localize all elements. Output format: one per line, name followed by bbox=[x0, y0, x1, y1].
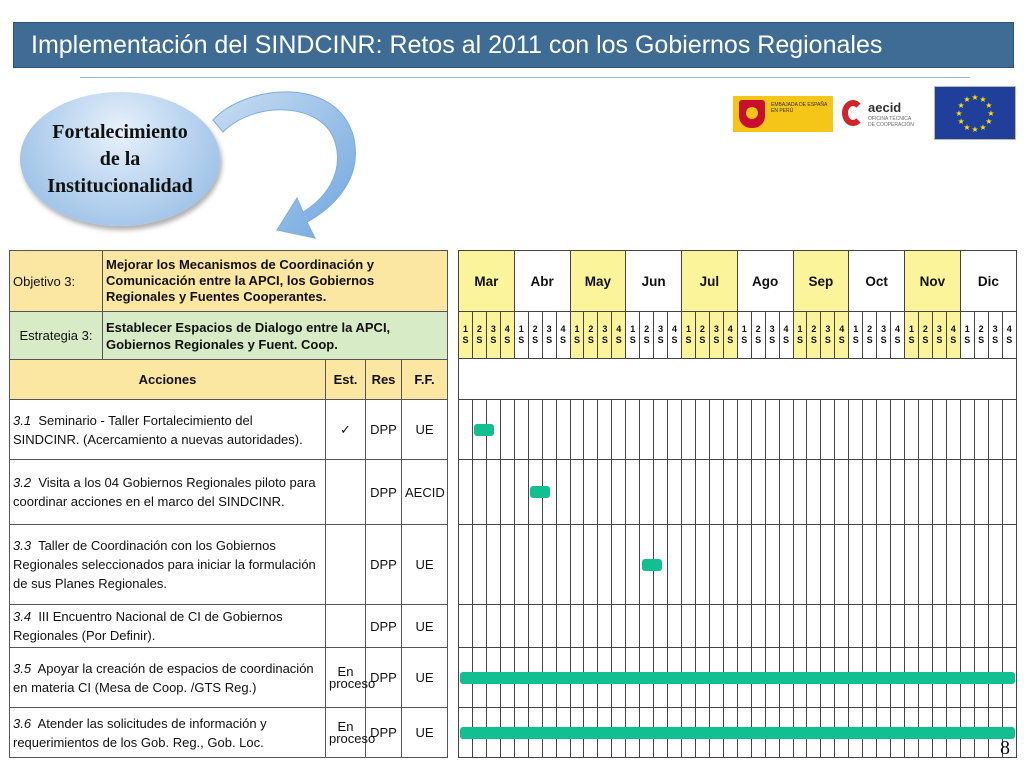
gantt-cell bbox=[695, 460, 709, 525]
aecid-logo bbox=[840, 96, 914, 132]
month-header: Ago bbox=[737, 251, 793, 312]
week-label: 2 S bbox=[584, 312, 598, 359]
gantt-cell bbox=[946, 605, 960, 648]
gantt-cell bbox=[932, 605, 946, 648]
gantt-cell bbox=[570, 460, 584, 525]
res-value: DPP bbox=[366, 605, 402, 648]
gantt-cell bbox=[974, 460, 988, 525]
week-label: 2 S bbox=[918, 312, 932, 359]
gantt-cell bbox=[459, 525, 473, 605]
gantt-cell bbox=[584, 605, 598, 648]
gantt-cell bbox=[932, 460, 946, 525]
month-header: Nov bbox=[905, 251, 961, 312]
gantt-cell bbox=[835, 400, 849, 460]
gantt-cell bbox=[988, 460, 1002, 525]
title-divider bbox=[80, 77, 970, 78]
gantt-cell bbox=[556, 605, 570, 648]
week-label: 2 S bbox=[751, 312, 765, 359]
res-value: DPP bbox=[366, 460, 402, 525]
gantt-cell bbox=[472, 605, 486, 648]
table-row bbox=[10, 525, 448, 605]
gantt-cell bbox=[682, 605, 696, 648]
gantt-cell bbox=[472, 460, 486, 525]
week-label: 2 S bbox=[640, 312, 654, 359]
action-number: 3.1 bbox=[13, 412, 32, 428]
action-text: III Encuentro Nacional de CI de Gobiernos Regionales (Por Definir). bbox=[13, 609, 283, 643]
gantt-cell bbox=[946, 460, 960, 525]
gantt-cell bbox=[807, 525, 821, 605]
gantt-cell bbox=[932, 525, 946, 605]
gantt-cell bbox=[682, 460, 696, 525]
gantt-cell bbox=[779, 605, 793, 648]
eu-star-icon: ★ bbox=[979, 95, 987, 105]
gantt-cell bbox=[988, 400, 1002, 460]
gantt-cell bbox=[486, 460, 500, 525]
week-label: 4 S bbox=[612, 312, 626, 359]
gantt-cell bbox=[960, 400, 974, 460]
gantt-cell bbox=[974, 605, 988, 648]
gantt-row bbox=[459, 400, 1017, 460]
gantt-cell bbox=[723, 605, 737, 648]
actions-header: Acciones bbox=[10, 360, 326, 400]
week-label: 2 S bbox=[863, 312, 877, 359]
table-row bbox=[10, 605, 448, 648]
aecid-subtitle: OFICINA TÉCNICA DE COOPERACIÓN bbox=[868, 116, 914, 128]
page-number: 8 bbox=[1000, 737, 1010, 759]
circle-line-3: Institucionalidad bbox=[47, 174, 193, 197]
gantt-cell bbox=[946, 400, 960, 460]
gantt-cell bbox=[863, 525, 877, 605]
week-label: 4 S bbox=[556, 312, 570, 359]
gantt-cell bbox=[779, 525, 793, 605]
ff-value: UE bbox=[402, 400, 448, 460]
week-label: 4 S bbox=[668, 312, 682, 359]
gantt-cell bbox=[1002, 525, 1016, 605]
week-label: 1 S bbox=[514, 312, 528, 359]
month-header: Abr bbox=[514, 251, 570, 312]
gantt-row bbox=[459, 605, 1017, 648]
week-label: 3 S bbox=[932, 312, 946, 359]
gantt-cell bbox=[542, 525, 556, 605]
gantt-cell bbox=[584, 460, 598, 525]
gantt-cell bbox=[751, 460, 765, 525]
gantt-cell bbox=[807, 605, 821, 648]
gantt-cell bbox=[960, 605, 974, 648]
gantt-cell bbox=[807, 460, 821, 525]
gantt-cell bbox=[612, 605, 626, 648]
res-header: Res bbox=[366, 360, 402, 400]
gantt-cell bbox=[877, 605, 891, 648]
week-label: 4 S bbox=[500, 312, 514, 359]
month-header: Sep bbox=[793, 251, 849, 312]
gantt-cell bbox=[891, 525, 905, 605]
week-label: 1 S bbox=[682, 312, 696, 359]
week-label: 4 S bbox=[946, 312, 960, 359]
action-number: 3.5 bbox=[13, 660, 32, 676]
aecid-name: aecid bbox=[868, 100, 902, 115]
gantt-cell bbox=[891, 400, 905, 460]
week-label: 2 S bbox=[528, 312, 542, 359]
month-header: May bbox=[570, 251, 626, 312]
circle-line-1: Fortalecimiento bbox=[52, 120, 188, 143]
gantt-cell bbox=[1002, 460, 1016, 525]
gantt-cell bbox=[793, 525, 807, 605]
month-header: Dic bbox=[960, 251, 1016, 312]
est-value bbox=[326, 460, 366, 525]
gantt-cell bbox=[626, 605, 640, 648]
gantt-cell bbox=[849, 525, 863, 605]
gantt-cell bbox=[932, 400, 946, 460]
gantt-cell bbox=[584, 525, 598, 605]
gantt-cell bbox=[626, 525, 640, 605]
gantt-cell bbox=[877, 525, 891, 605]
gantt-cell bbox=[918, 400, 932, 460]
gantt-cell bbox=[709, 605, 723, 648]
gantt-cell bbox=[556, 525, 570, 605]
week-label: 1 S bbox=[570, 312, 584, 359]
gantt-cell bbox=[821, 460, 835, 525]
eu-star-icon: ★ bbox=[963, 122, 971, 132]
action-text: Atender las solicitudes de información y requerimientos de los Gob. Reg., Gob. Loc. bbox=[13, 715, 267, 750]
gantt-cell bbox=[500, 525, 514, 605]
action-number: 3.6 bbox=[13, 715, 32, 731]
gantt-cell bbox=[863, 460, 877, 525]
gantt-cell bbox=[556, 460, 570, 525]
est-header: Est. bbox=[326, 360, 366, 400]
eu-star-icon: ★ bbox=[963, 95, 971, 105]
gantt-cell bbox=[877, 400, 891, 460]
action-text: Taller de Coordinación con los Gobiernos Regionales seleccionados para iniciar la formulación de sus Planes Regionales. bbox=[13, 538, 316, 591]
gantt-cell bbox=[598, 400, 612, 460]
gantt-cell bbox=[723, 400, 737, 460]
fortalecimiento-circle bbox=[20, 92, 220, 226]
week-label: 1 S bbox=[737, 312, 751, 359]
status-check-icon: ✓ bbox=[326, 400, 366, 460]
strategy-label: Estrategia 3: bbox=[10, 312, 103, 360]
gantt-cell bbox=[779, 460, 793, 525]
gantt-cell bbox=[723, 460, 737, 525]
eu-flag-icon bbox=[934, 86, 1016, 140]
gantt-cell bbox=[751, 400, 765, 460]
gantt-cell bbox=[528, 525, 542, 605]
action-number: 3.3 bbox=[13, 538, 32, 553]
action-text: Apoyar la creación de espacios de coordinación en materia CI (Mesa de Coop. /GTS Reg.) bbox=[13, 660, 314, 695]
month-header: Jun bbox=[626, 251, 682, 312]
eu-star-icon: ★ bbox=[957, 117, 965, 126]
eu-star-icon: ★ bbox=[985, 101, 993, 110]
week-label: 1 S bbox=[793, 312, 807, 359]
eu-star-icon: ★ bbox=[985, 117, 993, 126]
gantt-cell bbox=[668, 525, 682, 605]
gantt-cell bbox=[500, 460, 514, 525]
gantt-cell bbox=[668, 400, 682, 460]
gantt-cell bbox=[598, 525, 612, 605]
gantt-spacer bbox=[459, 359, 1017, 400]
gantt-cell bbox=[612, 460, 626, 525]
eu-star-icon: ★ bbox=[987, 109, 995, 118]
table-row bbox=[10, 708, 448, 758]
gantt-cell bbox=[918, 525, 932, 605]
gantt-cell bbox=[528, 400, 542, 460]
gantt-cell bbox=[891, 460, 905, 525]
action-text: Seminario - Taller Fortalecimiento del SINDCINR. (Acercamiento a nuevas autoridades). bbox=[13, 412, 303, 447]
gantt-cell bbox=[654, 460, 668, 525]
eu-star-icon: ★ bbox=[971, 93, 979, 102]
week-label: 3 S bbox=[877, 312, 891, 359]
gantt-cell bbox=[793, 460, 807, 525]
gantt-cell bbox=[570, 525, 584, 605]
aecid-c-icon bbox=[842, 100, 864, 126]
gantt-cell bbox=[500, 605, 514, 648]
week-label: 4 S bbox=[723, 312, 737, 359]
res-value: DPP bbox=[366, 400, 402, 460]
res-value: DPP bbox=[366, 525, 402, 605]
week-label: 1 S bbox=[459, 312, 473, 359]
gantt-cell bbox=[737, 605, 751, 648]
ff-header: F.F. bbox=[402, 360, 448, 400]
gantt-cell bbox=[695, 400, 709, 460]
gantt-cell bbox=[877, 460, 891, 525]
table-row bbox=[10, 648, 448, 708]
action-text: Visita a los 04 Gobiernos Regionales piloto para coordinar acciones en el marco del SINDCINR. bbox=[13, 475, 316, 509]
est-value: En proceso bbox=[326, 708, 366, 758]
eu-star-icon: ★ bbox=[955, 109, 963, 118]
gantt-cell bbox=[514, 460, 528, 525]
gantt-cell bbox=[765, 525, 779, 605]
gantt-cell bbox=[668, 460, 682, 525]
gantt-cell bbox=[682, 400, 696, 460]
res-value: DPP bbox=[366, 708, 402, 758]
gantt-cell bbox=[709, 525, 723, 605]
ff-value: AECID bbox=[402, 460, 448, 525]
schedule-bar bbox=[460, 727, 1016, 739]
month-header: Oct bbox=[849, 251, 905, 312]
gantt-cell bbox=[459, 400, 473, 460]
gantt-cell bbox=[556, 400, 570, 460]
week-label: 3 S bbox=[988, 312, 1002, 359]
month-header: Jul bbox=[682, 251, 738, 312]
gantt-cell bbox=[988, 605, 1002, 648]
eu-star-icon: ★ bbox=[957, 101, 965, 110]
gantt-cell bbox=[654, 400, 668, 460]
gantt-cell bbox=[793, 400, 807, 460]
action-number: 3.4 bbox=[13, 609, 32, 624]
week-label: 3 S bbox=[709, 312, 723, 359]
spain-shield-icon bbox=[739, 100, 765, 128]
strategy-text: Establecer Espacios de Dialogo entre la APCI, Gobiernos Regionales y Fuent. Coop. bbox=[103, 312, 448, 360]
gantt-cell bbox=[500, 400, 514, 460]
week-label: 3 S bbox=[486, 312, 500, 359]
curved-arrow-icon bbox=[205, 80, 365, 245]
gantt-cell bbox=[472, 525, 486, 605]
gantt-cell bbox=[905, 605, 919, 648]
gantt-cell bbox=[695, 525, 709, 605]
objective-label: Objetivo 3: bbox=[10, 251, 103, 312]
gantt-cell bbox=[626, 460, 640, 525]
est-value bbox=[326, 605, 366, 648]
week-label: 3 S bbox=[542, 312, 556, 359]
gantt-cell bbox=[849, 400, 863, 460]
table-row bbox=[10, 400, 448, 460]
gantt-cell bbox=[737, 460, 751, 525]
gantt-cell bbox=[974, 400, 988, 460]
gantt-cell bbox=[626, 400, 640, 460]
gantt-cell bbox=[821, 605, 835, 648]
week-label: 4 S bbox=[779, 312, 793, 359]
gantt-cell bbox=[570, 605, 584, 648]
gantt-cell bbox=[960, 460, 974, 525]
ff-value: UE bbox=[402, 648, 448, 708]
gantt-cell bbox=[807, 400, 821, 460]
gantt-cell bbox=[779, 400, 793, 460]
actions-table bbox=[9, 250, 448, 758]
ff-value: UE bbox=[402, 708, 448, 758]
gantt-cell bbox=[1002, 400, 1016, 460]
gantt-cell bbox=[723, 525, 737, 605]
gantt-cell bbox=[486, 605, 500, 648]
gantt-cell bbox=[946, 525, 960, 605]
gantt-cell bbox=[640, 400, 654, 460]
gantt-cell bbox=[528, 605, 542, 648]
gantt-cell bbox=[905, 525, 919, 605]
gantt-cell bbox=[751, 525, 765, 605]
week-label: 2 S bbox=[695, 312, 709, 359]
week-label: 4 S bbox=[835, 312, 849, 359]
gantt-cell bbox=[960, 525, 974, 605]
gantt-cell bbox=[598, 460, 612, 525]
week-label: 3 S bbox=[821, 312, 835, 359]
gantt-cell bbox=[891, 605, 905, 648]
gantt-cell bbox=[737, 400, 751, 460]
objective-text: Mejorar los Mecanismos de Coordinación y Comunicación entre la APCI, los Gobiernos Regionales y Fuentes Cooperantes. bbox=[103, 251, 448, 312]
gantt-cell bbox=[765, 400, 779, 460]
gantt-cell bbox=[709, 400, 723, 460]
gantt-cell bbox=[793, 605, 807, 648]
gantt-cell bbox=[737, 525, 751, 605]
gantt-cell bbox=[751, 605, 765, 648]
schedule-bar bbox=[530, 486, 550, 498]
gantt-cell bbox=[835, 525, 849, 605]
ff-value: UE bbox=[402, 605, 448, 648]
gantt-cell bbox=[974, 525, 988, 605]
gantt-cell bbox=[905, 400, 919, 460]
gantt-cell bbox=[612, 525, 626, 605]
gantt-cell bbox=[821, 400, 835, 460]
gantt-cell bbox=[765, 460, 779, 525]
schedule-bar bbox=[460, 672, 1016, 684]
gantt-cell bbox=[835, 460, 849, 525]
week-label: 3 S bbox=[765, 312, 779, 359]
week-label: 1 S bbox=[960, 312, 974, 359]
eu-star-icon: ★ bbox=[979, 122, 987, 132]
month-header: Mar bbox=[459, 251, 515, 312]
embajada-logo-text: EMBAJADA DE ESPAÑA EN PERÚ bbox=[771, 102, 828, 114]
gantt-cell bbox=[863, 400, 877, 460]
schedule-bar bbox=[474, 424, 494, 436]
gantt-cell bbox=[918, 460, 932, 525]
slide-title: Implementación del SINDCINR: Retos al 2011 con los Gobiernos Regionales bbox=[13, 22, 1014, 68]
gantt-cell bbox=[918, 605, 932, 648]
gantt-cell bbox=[849, 460, 863, 525]
week-label: 1 S bbox=[626, 312, 640, 359]
table-row bbox=[10, 460, 448, 525]
week-label: 1 S bbox=[905, 312, 919, 359]
gantt-cell bbox=[905, 460, 919, 525]
gantt-cell bbox=[821, 525, 835, 605]
gantt-cell bbox=[863, 605, 877, 648]
week-label: 4 S bbox=[1002, 312, 1016, 359]
week-label: 4 S bbox=[891, 312, 905, 359]
gantt-cell bbox=[640, 605, 654, 648]
gantt-cell bbox=[682, 525, 696, 605]
gantt-cell bbox=[486, 525, 500, 605]
gantt-row bbox=[459, 525, 1017, 605]
gantt-cell bbox=[542, 605, 556, 648]
gantt-cell bbox=[654, 605, 668, 648]
gantt-cell bbox=[640, 460, 654, 525]
gantt-cell bbox=[849, 605, 863, 648]
gantt-cell bbox=[612, 400, 626, 460]
gantt-cell bbox=[570, 400, 584, 460]
gantt-cell bbox=[835, 605, 849, 648]
week-label: 1 S bbox=[849, 312, 863, 359]
gantt-cell bbox=[514, 605, 528, 648]
schedule-bar bbox=[642, 559, 662, 571]
gantt-cell bbox=[709, 460, 723, 525]
circle-line-2: de la bbox=[99, 147, 141, 170]
est-value: En proceso bbox=[326, 648, 366, 708]
ff-value: UE bbox=[402, 525, 448, 605]
gantt-cell bbox=[542, 400, 556, 460]
gantt-cell bbox=[584, 400, 598, 460]
action-number: 3.2 bbox=[13, 475, 32, 490]
embajada-espana-logo bbox=[733, 96, 833, 132]
gantt-cell bbox=[988, 525, 1002, 605]
gantt-cell bbox=[514, 525, 528, 605]
gantt-cell bbox=[459, 460, 473, 525]
gantt-cell bbox=[668, 605, 682, 648]
gantt-cell bbox=[765, 605, 779, 648]
week-label: 3 S bbox=[654, 312, 668, 359]
gantt-cell bbox=[514, 400, 528, 460]
week-label: 2 S bbox=[974, 312, 988, 359]
week-label: 2 S bbox=[807, 312, 821, 359]
eu-star-icon: ★ bbox=[971, 125, 979, 134]
gantt-cell bbox=[459, 605, 473, 648]
week-label: 2 S bbox=[472, 312, 486, 359]
gantt-cell bbox=[695, 605, 709, 648]
gantt-cell bbox=[1002, 605, 1016, 648]
est-value bbox=[326, 525, 366, 605]
gantt-cell bbox=[598, 605, 612, 648]
week-label: 3 S bbox=[598, 312, 612, 359]
res-value: DPP bbox=[366, 648, 402, 708]
